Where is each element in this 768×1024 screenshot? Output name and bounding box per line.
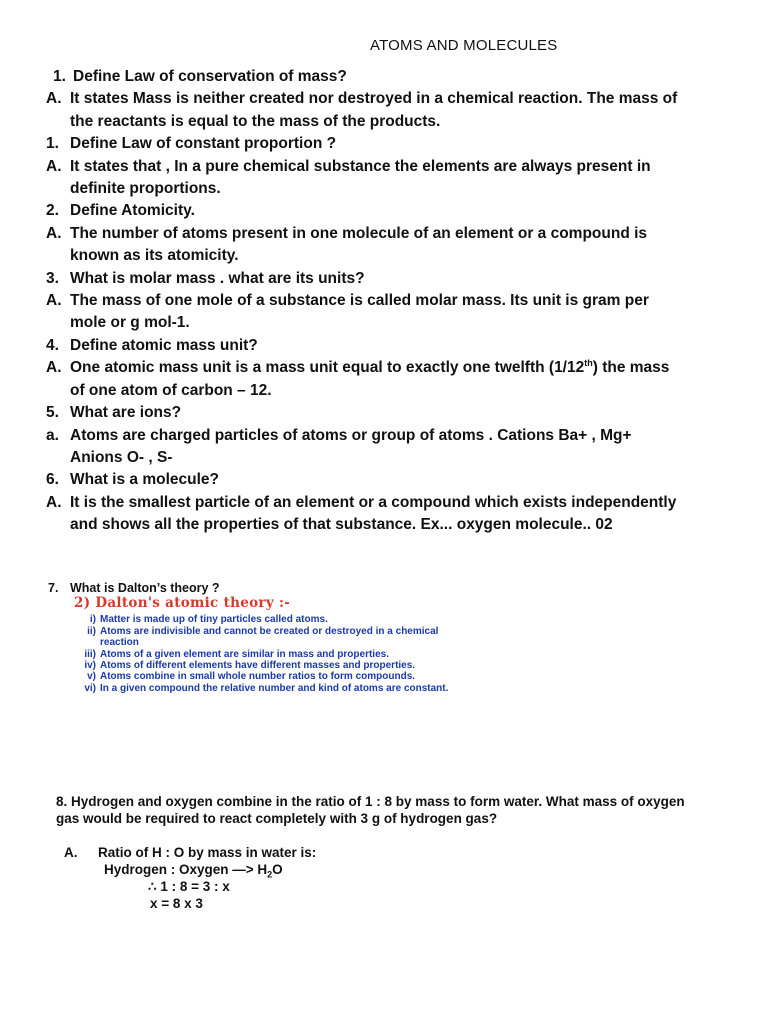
qa-marker: A. (46, 90, 62, 108)
answer-line: x = 8 x 3 (150, 896, 203, 911)
qa-row (46, 268, 686, 290)
answer-line: ∴ 1 : 8 = 3 : x (148, 879, 230, 894)
qa-text: The number of atoms present in one molecule of an element or a compound is known as its atomicity. (70, 224, 648, 265)
qa-marker: 1. (46, 135, 59, 153)
qa-text: Define Law of constant proportion ? (70, 135, 337, 153)
point-text: Atoms are indivisible and cannot be created or destroyed in a chemical reaction (100, 625, 439, 649)
answer-8 (64, 844, 316, 912)
page-title: ATOMS AND MOLECULES (370, 37, 558, 54)
qa-text: Define atomic mass unit? (70, 336, 258, 354)
qa-text: Define Atomicity. (70, 202, 195, 220)
qa-marker: 4. (46, 336, 59, 354)
point-text: Atoms of a given element are similar in mass and properties. (100, 648, 389, 660)
point-text: Atoms of different elements have different masses and properties. (100, 660, 416, 672)
qa-marker: A. (46, 359, 62, 377)
qa-text: Define Law of conservation of mass? (73, 68, 347, 85)
qa-row (46, 88, 686, 133)
qa-text (70, 357, 686, 402)
qa-row (46, 469, 686, 491)
dalton-point (74, 614, 474, 625)
point-numeral: iv) (84, 660, 96, 672)
qa-marker: A. (46, 292, 62, 310)
dalton-point (74, 626, 474, 649)
qa-list (46, 66, 686, 537)
qa-text: What is a molecule? (70, 471, 220, 489)
qa-marker: A. (46, 224, 62, 242)
point-numeral: vi) (84, 682, 96, 694)
qa-marker: 6. (46, 471, 59, 489)
qa-text: Atoms are charged particles of atoms or group of atoms . Cations Ba+ , Mg+ Anions O- , S- (70, 426, 632, 466)
answer-line (64, 861, 316, 878)
qa-text: What is molar mass . what are its units? (70, 269, 365, 287)
qa-text: It is the smallest particle of an element or a compound which exists independently and shows all the properties of that substance. Ex... oxygen molecule.. 02 (70, 493, 677, 534)
answer-text: Hydrogen : Oxygen —> H (104, 862, 268, 877)
qa-marker: A. (46, 157, 62, 175)
qa-marker: 2. (46, 202, 59, 220)
dalton-point (74, 649, 474, 660)
qa-row (46, 425, 686, 470)
question-number: 7. (48, 581, 59, 595)
point-numeral: iii) (84, 648, 96, 660)
point-numeral: v) (87, 671, 96, 683)
qa-row (46, 66, 686, 88)
qa-text: The mass of one mole of a substance is called molar mass. Its unit is gram per mole or g mol-1. (70, 292, 649, 332)
qa-marker: A. (46, 493, 62, 511)
qa-text: It states that , In a pure chemical substance the elements are always present in definite proportions. (70, 157, 651, 198)
point-text: In a given compound the relative number and kind of atoms are constant. (100, 682, 449, 694)
qa-row (46, 200, 686, 222)
qa-row (46, 156, 686, 201)
qa-text-part: ) the mass of one atom of carbon – 12. (70, 359, 670, 399)
qa-marker: 3. (46, 269, 59, 287)
qa-row (46, 335, 686, 357)
qa-row (46, 357, 686, 402)
qa-row (46, 492, 686, 537)
dalton-heading: 2) Dalton's atomic theory :- (74, 595, 291, 611)
answer-line (64, 844, 316, 861)
point-text: Matter is made up of tiny particles called atoms. (100, 614, 328, 626)
dalton-point (74, 660, 474, 671)
superscript: th (584, 358, 593, 369)
qa-row (46, 402, 686, 424)
answer-label: A. (64, 845, 78, 860)
dalton-point (74, 683, 474, 694)
qa-marker: a. (46, 426, 59, 444)
question-8: 8. Hydrogen and oxygen combine in the ratio of 1 : 8 by mass to form water. What mass of oxygen gas would be required to react completely with 3 g of hydrogen gas? (56, 794, 685, 826)
subscript: 2 (267, 869, 273, 880)
qa-text: It states Mass is neither created nor destroyed in a chemical reaction. The mass of the reactants is equal to the mass of the products. (70, 90, 678, 130)
qa-row (46, 290, 686, 335)
qa-marker: 1. (53, 68, 66, 85)
qa-marker: 5. (46, 404, 59, 422)
answer-text: O (272, 862, 283, 877)
point-numeral: ii) (87, 625, 96, 637)
point-text: Atoms combine in small whole number ratios to form compounds. (100, 671, 416, 683)
dalton-point (74, 671, 474, 682)
qa-text-part: One atomic mass unit is a mass unit equal to exactly one twelfth (1/12 (70, 359, 585, 377)
answer-text: Ratio of H : O by mass in water is: (98, 845, 317, 860)
qa-row (46, 223, 686, 268)
point-numeral: i) (89, 614, 96, 626)
qa-text: What are ions? (70, 404, 182, 422)
question-7 (48, 581, 220, 595)
dalton-theory-image (74, 595, 474, 694)
qa-row (46, 133, 686, 155)
question-text: What is Dalton’s theory ? (70, 581, 220, 595)
